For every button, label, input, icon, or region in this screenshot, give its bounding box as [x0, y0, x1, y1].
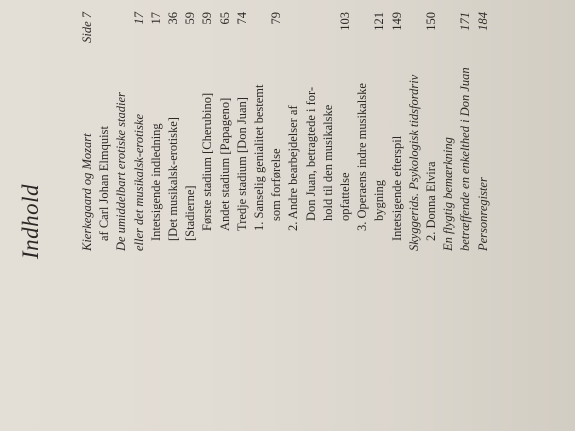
- toc-entry: [286, 0, 301, 431]
- toc-entry-title: opfattelse: [338, 172, 352, 221]
- toc-entry: [407, 0, 422, 431]
- toc-entry-title: [Det musikalsk-erotiske]: [166, 117, 180, 241]
- toc-entry-title: som forførelse: [269, 148, 284, 221]
- toc-entry-title: 2. Andre bearbejdelser af: [286, 105, 301, 231]
- toc-entry-title: Intetsigende indledning: [148, 123, 163, 241]
- toc-entry: [218, 0, 233, 431]
- toc-entry-page-number: 149: [389, 12, 404, 31]
- toc-entry-title: Personregister: [475, 177, 490, 251]
- toc-entry-title: Skyggerids. Psykologisk tidsfordriv: [406, 74, 421, 251]
- toc-entry-title: hold til den musikalske: [320, 104, 335, 221]
- toc-entry-title: [Stadierne]: [183, 185, 198, 241]
- toc-entry: [372, 0, 387, 431]
- toc-entry-title: Tredje stadium [Don Juan]: [234, 97, 249, 231]
- toc-entry-title: 3. Operaens indre musikalske: [355, 83, 370, 231]
- toc-entry-page-number: 184: [475, 12, 490, 31]
- page-title: Indhold: [18, 183, 43, 259]
- toc-entry: [304, 0, 319, 431]
- toc-entry: [338, 0, 353, 431]
- toc-entry-page-number: 36: [166, 12, 180, 25]
- toc-entry: [132, 0, 147, 431]
- toc-entry-page-number: 103: [338, 12, 352, 31]
- toc-entry-title: Andet stadium [Papageno]: [217, 97, 232, 231]
- toc-entry: [97, 0, 112, 431]
- toc-entry: [80, 0, 95, 431]
- toc-entry-page-number: 74: [234, 12, 249, 25]
- toc-entry-title: eller det musikalsk-erotiske: [131, 114, 146, 251]
- toc-entry-title: En flygtig bemærkning: [441, 137, 456, 251]
- toc-entry-title: Don Juan, betragtede i for-: [303, 86, 318, 221]
- toc-entry: [252, 0, 267, 431]
- toc-entry-page-number: 17: [148, 12, 163, 25]
- toc-entry: [424, 0, 439, 431]
- toc-entry-title: Første stadium [Cherubino]: [200, 92, 215, 231]
- toc-entry: [476, 0, 491, 431]
- toc-entry: [166, 0, 181, 431]
- toc-entry-title: bygning: [372, 180, 387, 221]
- toc-entry: [235, 0, 250, 431]
- toc-entry: [114, 0, 129, 431]
- toc-entry-title: Intetsigende efterspil: [389, 135, 404, 241]
- toc-entry: [321, 0, 336, 431]
- toc-entry: [149, 0, 164, 431]
- toc-entry-title: af Carl Johan Elmquist: [97, 126, 112, 241]
- toc-entry: [200, 0, 215, 431]
- toc-entry: [390, 0, 405, 431]
- toc-entry-page-number: 59: [183, 12, 198, 25]
- toc-entry-page-number: 150: [424, 12, 438, 31]
- toc-entry-page-number: 171: [458, 12, 473, 31]
- toc-entry-page-number: 17: [131, 12, 146, 25]
- toc-entry-page-number: 65: [217, 12, 232, 25]
- toc-entry-title: 1. Sanselig genialitet bestemt: [252, 84, 266, 231]
- toc-entry: [458, 0, 473, 431]
- toc-entry-title: betræffende en enkelthed i Don Juan: [458, 67, 473, 251]
- toc-entry-page-number: Side 7: [80, 12, 94, 43]
- toc-entry-page-number: 59: [200, 12, 215, 25]
- toc-entry-title: De umiddelbart erotiske stadier: [114, 92, 129, 251]
- toc-entry-title: 2. Donna Elvira: [424, 161, 438, 241]
- toc-entry: [269, 0, 284, 431]
- toc-entry-title: Kierkegaard og Mozart: [80, 133, 94, 251]
- toc-entry: [355, 0, 370, 431]
- toc-entry-page-number: 79: [269, 12, 284, 25]
- toc-entry: [183, 0, 198, 431]
- toc-entry-page-number: 121: [372, 12, 387, 31]
- toc-entry: [441, 0, 456, 431]
